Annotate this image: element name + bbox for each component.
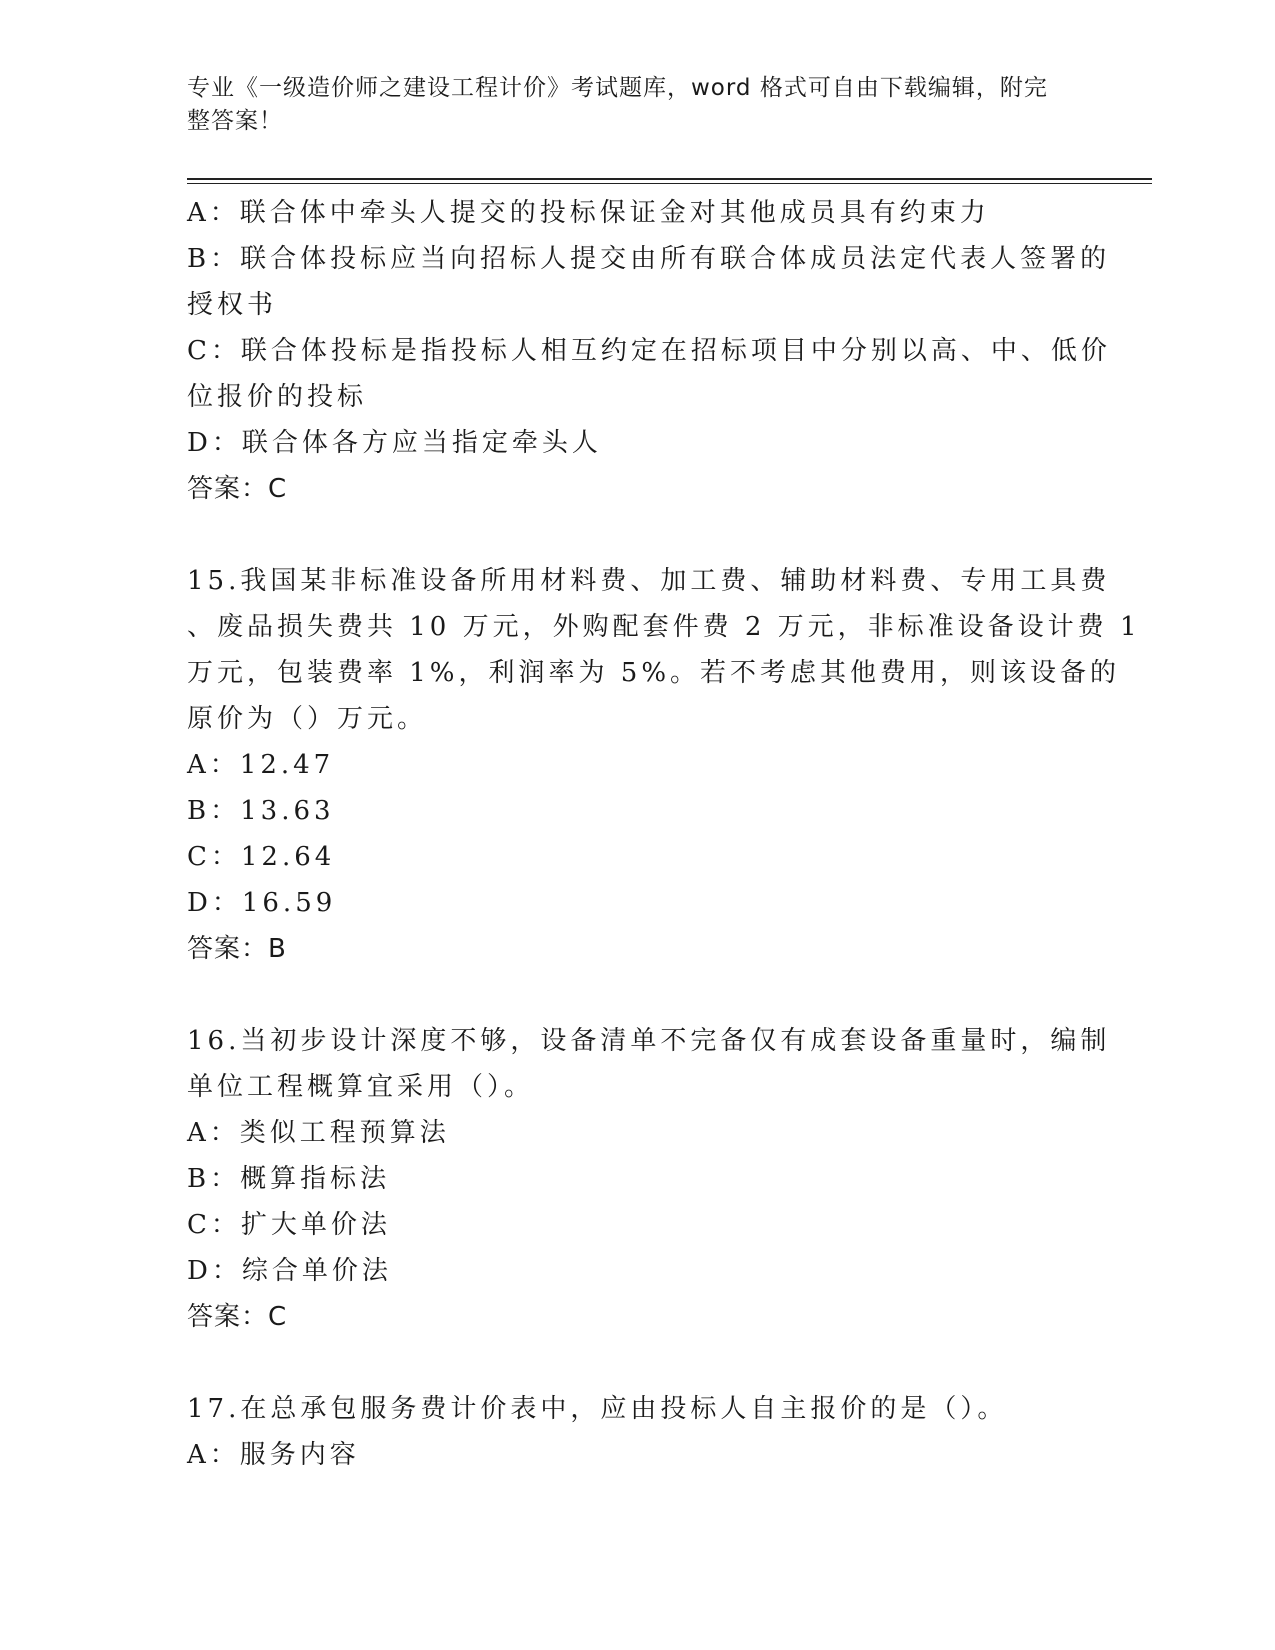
option-b: B：联合体投标应当向招标人提交由所有联合体成员法定代表人签署的 xyxy=(187,244,1111,274)
header-rule xyxy=(187,178,1152,180)
question-text: 原价为（）万元。 xyxy=(187,704,428,734)
page-header xyxy=(187,72,1067,138)
option-a: A：联合体中牵头人提交的投标保证金对其他成员具有约束力 xyxy=(187,198,990,228)
header-rule-thin xyxy=(187,183,1152,184)
option-c-cont: 位报价的投标 xyxy=(187,382,368,412)
header-line: 专业《一级造价师之建设工程计价》考试题库，word 格式可自由下载编辑，附完 xyxy=(187,75,1048,101)
option-c: C：联合体投标是指投标人相互约定在招标项目中分别以高、中、低价 xyxy=(187,336,1111,366)
answer: 答案：C xyxy=(187,474,288,504)
question-text: 17.在总承包服务费计价表中，应由投标人自主报价的是（）。 xyxy=(187,1394,1008,1424)
question-text: 15.我国某非标准设备所用材料费、加工费、辅助材料费、专用工具费 xyxy=(187,566,1111,596)
option-a: A：12.47 xyxy=(187,750,335,780)
question-text: 、废品损失费共 10 万元，外购配套件费 2 万元，非标准设备设计费 1 xyxy=(187,612,1141,642)
option-b-cont: 授权书 xyxy=(187,290,278,320)
question-text: 16.当初步设计深度不够，设备清单不完备仅有成套设备重量时，编制 xyxy=(187,1026,1111,1056)
question-text: 单位工程概算宜采用（）。 xyxy=(187,1072,535,1102)
option-b: B：13.63 xyxy=(187,796,335,826)
option-b: B：概算指标法 xyxy=(187,1164,391,1194)
question-16 xyxy=(187,1018,1111,1340)
question-text: 万元，包装费率 1%，利润率为 5%。若不考虑其他费用，则该设备的 xyxy=(187,658,1121,688)
question-content xyxy=(187,190,1141,1478)
option-d: D：16.59 xyxy=(187,888,337,918)
option-d: D：联合体各方应当指定牵头人 xyxy=(187,428,602,458)
question-14 xyxy=(187,190,1111,512)
option-c: C：12.64 xyxy=(187,842,336,872)
header-line: 整答案！ xyxy=(187,108,283,134)
option-d: D：综合单价法 xyxy=(187,1256,392,1286)
option-c: C：扩大单价法 xyxy=(187,1210,391,1240)
answer: 答案：B xyxy=(187,934,287,964)
answer: 答案：C xyxy=(187,1302,288,1332)
question-17 xyxy=(187,1386,1067,1478)
option-a: A：类似工程预算法 xyxy=(187,1118,450,1148)
option-a: A：服务内容 xyxy=(187,1440,360,1470)
question-15 xyxy=(187,558,1141,972)
